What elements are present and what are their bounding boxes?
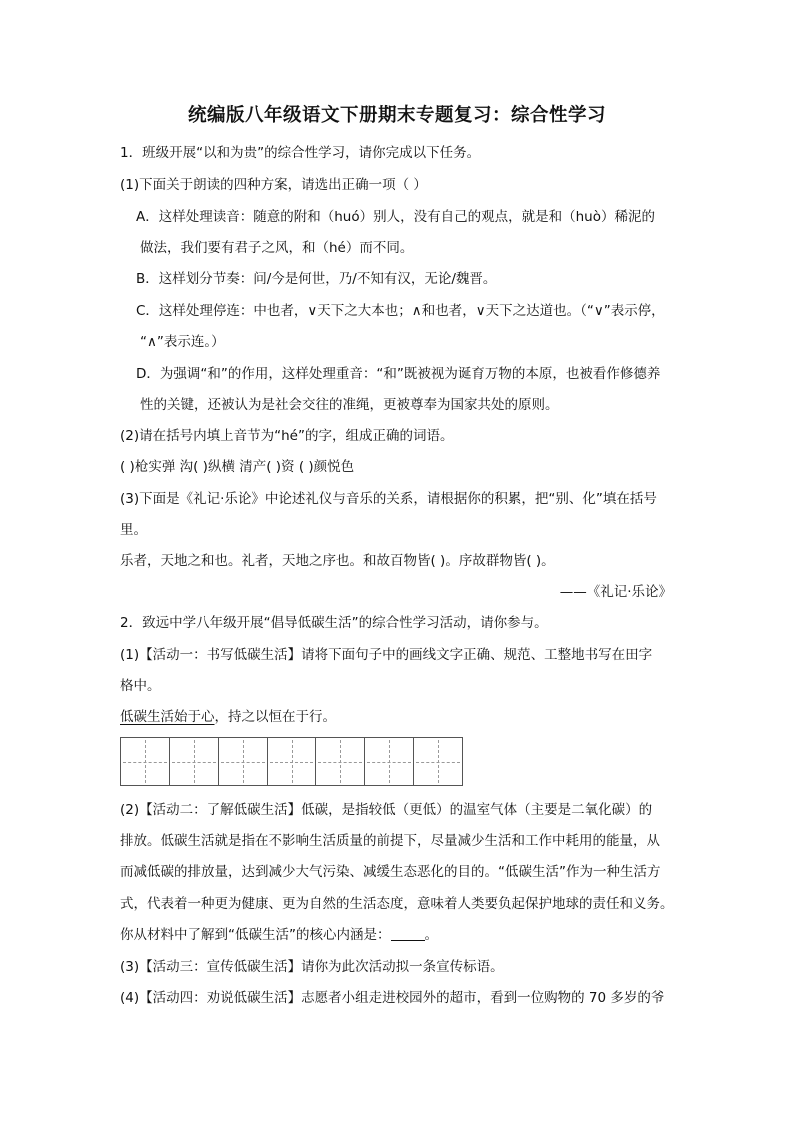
activity-2-line-5 (120, 925, 438, 945)
question-1-sub-3-line-1: (3)下面是《礼记·乐论》中论述礼仪与音乐的关系，请根据你的积累，把“别、化”填在括号 (120, 491, 657, 507)
activity-2-line-1: (2)【活动二：了解低碳生活】低碳，是指较低（更低）的温室气体（主要是二氧化碳）的 (120, 802, 653, 818)
activity-2-line-3: 而减低碳的排放量，达到减少大气污染、减缓生态恶化的目的。“低碳生活”作为一种生活方 (120, 864, 661, 880)
grid-cell[interactable] (170, 738, 219, 785)
tianzige-grid[interactable] (120, 737, 463, 786)
grid-cell[interactable] (365, 738, 414, 785)
sentence-rest: ，持之以恒在于行。 (214, 709, 336, 725)
grid-cell[interactable] (268, 738, 317, 785)
option-a-line-2: 做法，我们要有君子之风，和（hé）而不同。 (140, 240, 414, 256)
option-c-line-1: C．这样处理停连：中也者，∨天下之大本也；∧和也者，∨天下之达道也。（“∨”表示停， (136, 303, 665, 319)
activity-4: (4)【活动四：劝说低碳生活】志愿者小组走进校园外的超市，看到一位购物的 70 多岁的爷 (120, 990, 665, 1006)
activity-2-line-2: 排放。低碳生活就是指在不影响生活质量的前提下，尽量减少生活和工作中耗用的能量，从 (120, 833, 660, 849)
period: 。 (424, 927, 438, 943)
option-c-line-2: “∧”表示连。） (140, 334, 225, 350)
question-1-sub-1: (1)下面关于朗读的四种方案，请选出正确一项（ ） (120, 177, 427, 193)
quote-text: 乐者，天地之和也。礼者，天地之序也。和故百物皆( )。序故群物皆( )。 (120, 553, 555, 569)
option-b: B．这样划分节奏：问/今是何世，乃/不知有汉，无论/魏晋。 (136, 271, 497, 287)
underlined-text: 低碳生活始于心 (120, 709, 215, 725)
grid-cell[interactable] (219, 738, 268, 785)
grid-cell[interactable] (414, 738, 462, 785)
quote-source: ——《礼记·乐论》 (559, 584, 672, 600)
activity-1-sentence (120, 707, 336, 727)
question-1-sub-3-line-2: 里。 (120, 522, 147, 538)
page-title: 统编版八年级语文下册期末专题复习：综合性学习 (187, 105, 606, 126)
activity-3: (3)【活动三：宣传低碳生活】请你为此次活动拟一条宣传标语。 (120, 959, 504, 975)
activity-1-line-2: 格中。 (120, 678, 161, 694)
activity-2-prompt: 你从材料中了解到“低碳生活”的核心内涵是： (120, 927, 391, 943)
activity-2-line-4: 式，代表着一种更为健康、更为自然的生活态度，意味着人类要负起保护地球的责任和义务。 (120, 896, 674, 912)
option-d-line-1: D．为强调“和”的作用，这样处理重音：“和”既被视为诞育万物的本原，也被看作修德养 (136, 366, 661, 382)
grid-cell[interactable] (316, 738, 365, 785)
grid-cell[interactable] (121, 738, 170, 785)
option-d-line-2: 性的关键，还被认为是社会交往的准绳，更被尊奉为国家共处的原则。 (140, 397, 559, 413)
fill-in-words: ( )枪实弹 沟( )纵横 清产( )资 ( )颜悦色 (120, 459, 355, 475)
question-1-stem: 1．班级开展“以和为贵”的综合性学习，请你完成以下任务。 (120, 145, 481, 161)
question-1-sub-2: (2)请在括号内填上音节为“hé”的字，组成正确的词语。 (120, 428, 454, 444)
option-a-line-1: A．这样处理读音：随意的附和（huó）别人，没有自己的观点，就是和（huò）稀泥的 (136, 209, 655, 225)
answer-blank[interactable] (391, 926, 425, 941)
question-2-stem: 2．致远中学八年级开展“倡导低碳生活”的综合性学习活动，请你参与。 (120, 615, 548, 631)
activity-1-line-1: (1)【活动一：书写低碳生活】请将下面句子中的画线文字正确、规范、工整地书写在田字 (120, 647, 653, 663)
